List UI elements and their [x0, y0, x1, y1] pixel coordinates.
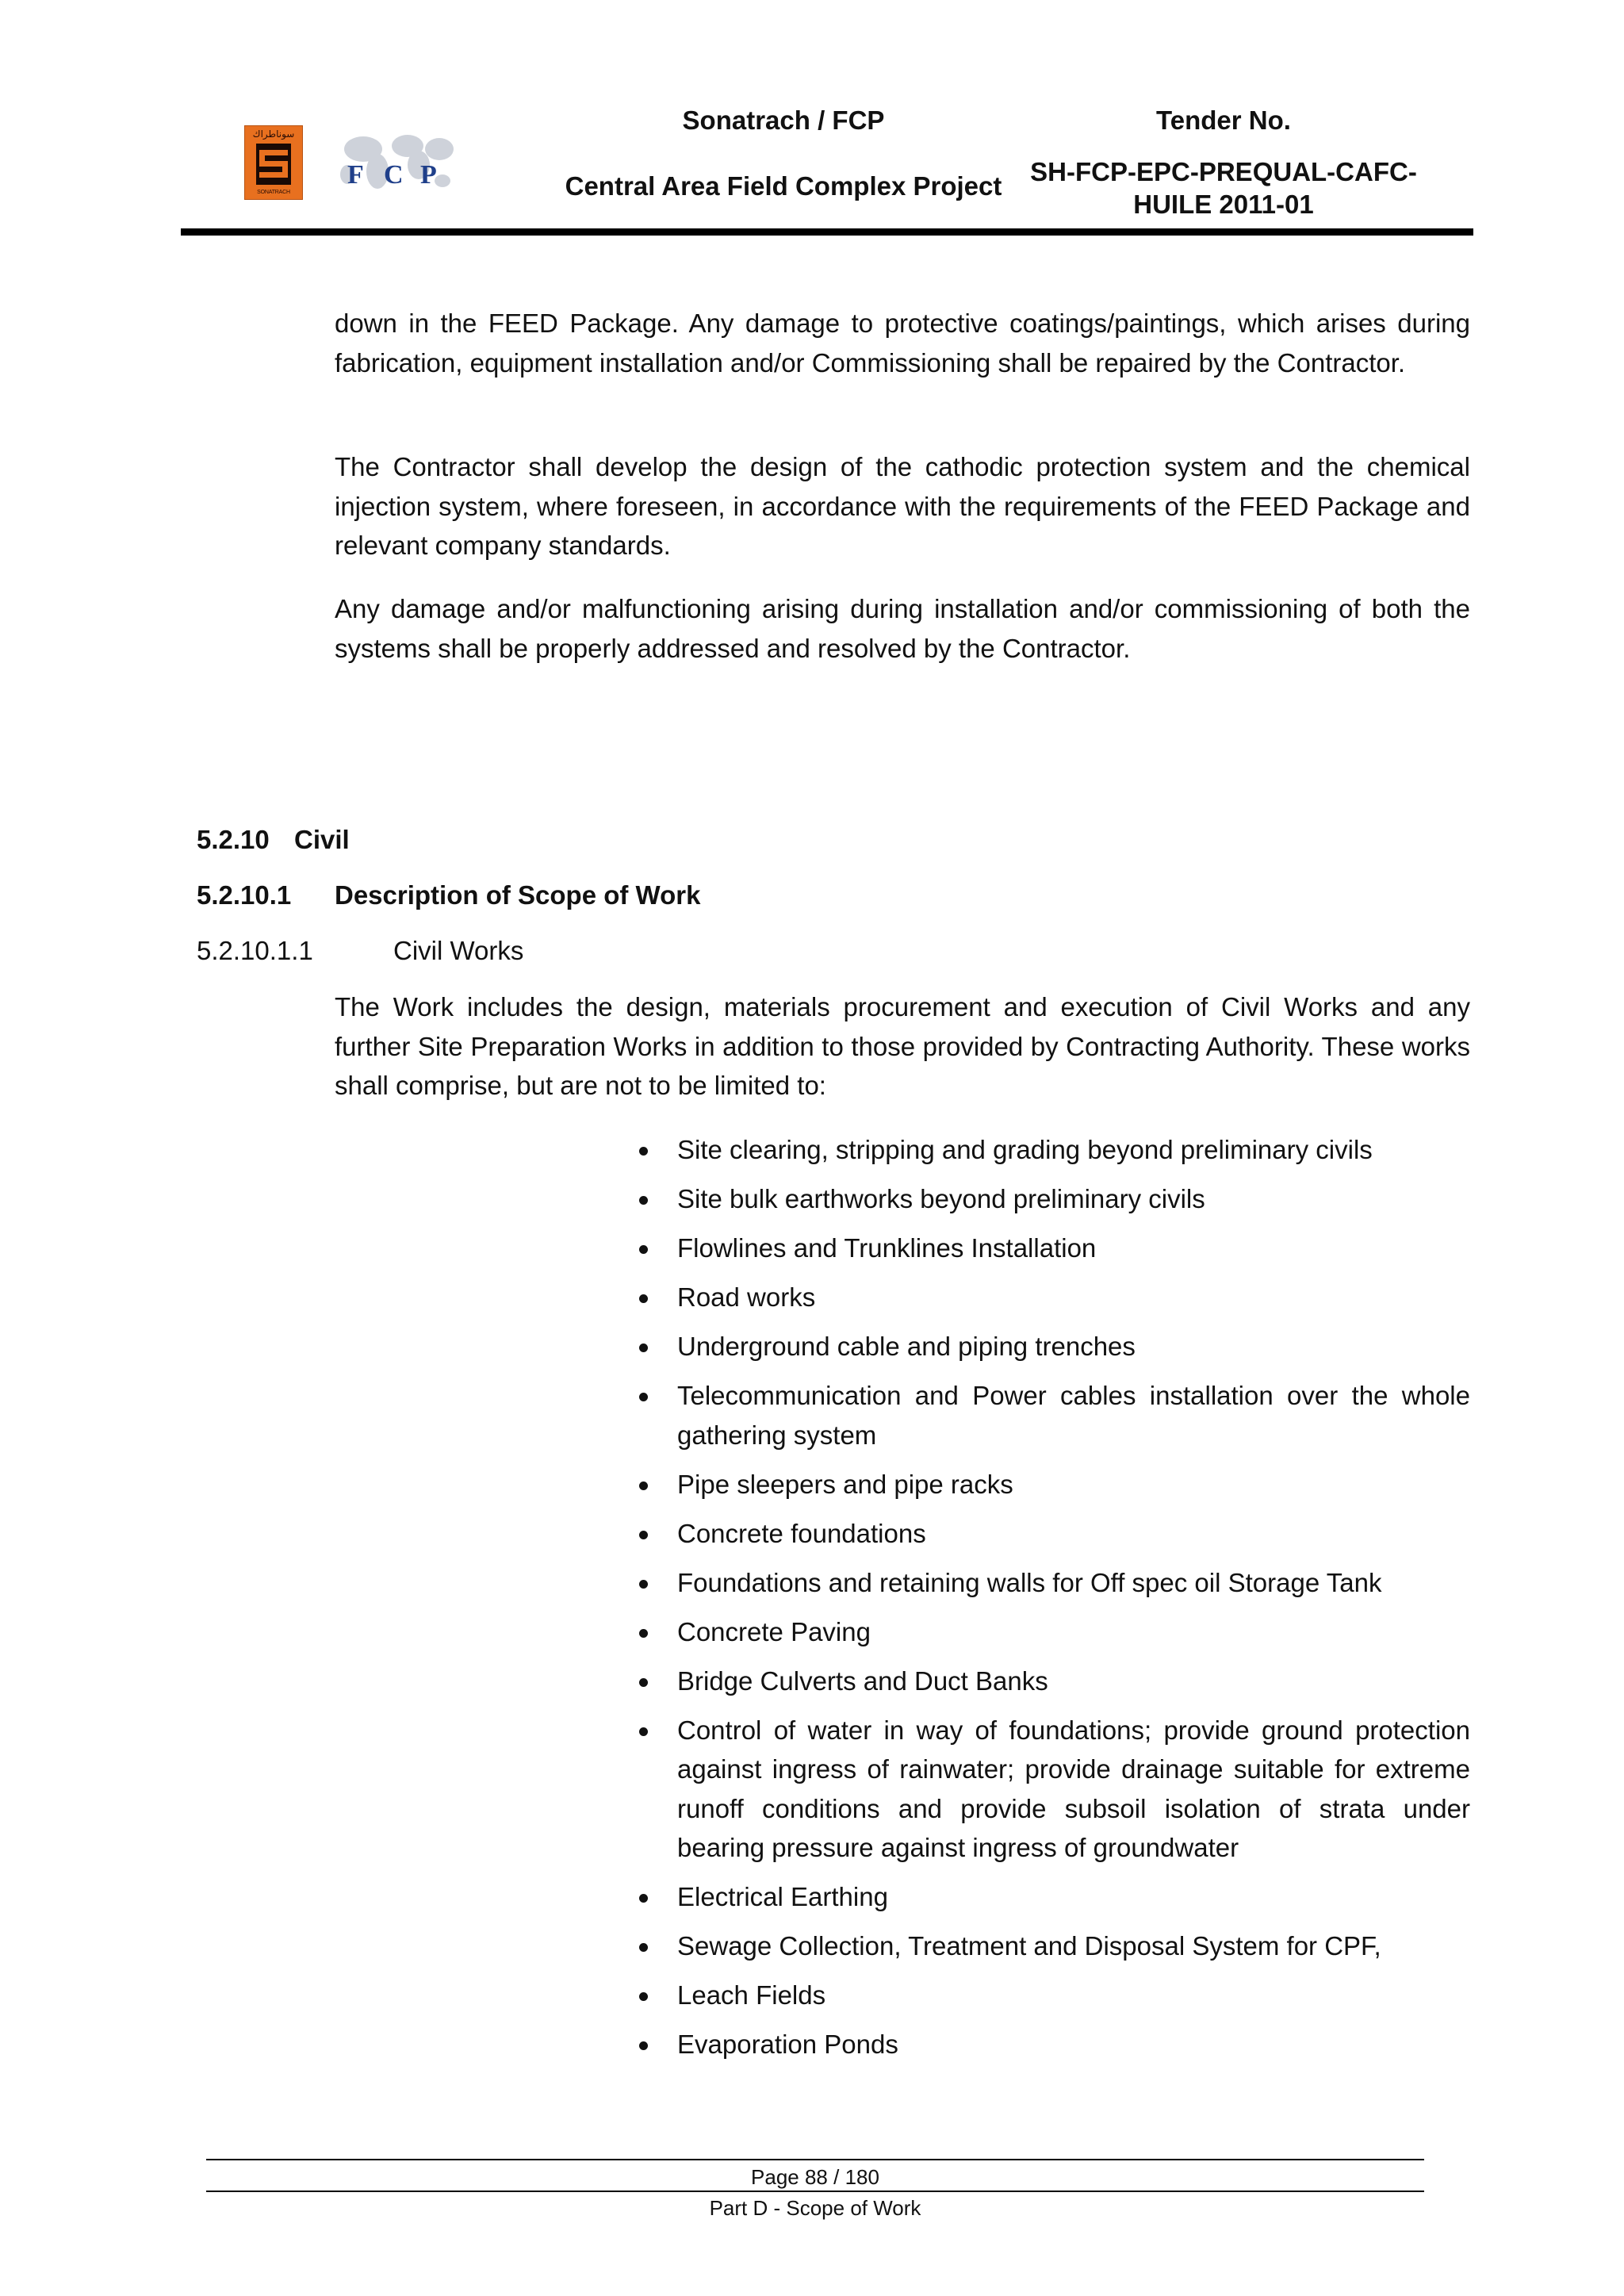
bullet-icon — [639, 1727, 648, 1736]
list-item — [633, 1228, 1470, 1268]
list-item-text: Flowlines and Trunklines Installation — [677, 1233, 1097, 1263]
list-item-text: Foundations and retaining walls for Off spec oil Storage Tank — [677, 1567, 1382, 1597]
bullet-icon — [639, 1294, 648, 1303]
list-item-text: Underground cable and piping trenches — [677, 1332, 1136, 1361]
sonatrach-mark-icon — [256, 144, 291, 185]
bullet-icon — [639, 1147, 648, 1156]
section-number: 5.2.10.1.1 — [197, 936, 313, 965]
list-item-text: Telecommunication and Power cables installation over the whole gathering system — [677, 1381, 1470, 1450]
list-item — [633, 1612, 1470, 1652]
fcp-logo-letter-c: C — [384, 160, 404, 190]
list-item-text: Concrete Paving — [677, 1616, 871, 1646]
bullet-icon — [639, 1343, 648, 1352]
list-item — [633, 1662, 1470, 1701]
list-item — [633, 1278, 1470, 1317]
footer-part-label: Part D - Scope of Work — [709, 2196, 921, 2220]
list-item-text: Electrical Earthing — [677, 1882, 888, 1911]
section-heading-civil — [197, 820, 350, 859]
list-item — [633, 1976, 1470, 2015]
section-heading-description — [197, 876, 700, 914]
fcp-logo — [330, 125, 457, 201]
section-heading-civil-works — [197, 931, 523, 970]
list-item — [633, 1877, 1470, 1917]
header-divider — [181, 228, 1473, 236]
bullet-icon — [639, 1245, 648, 1254]
bullet-icon — [639, 1992, 648, 2001]
list-item — [633, 1514, 1470, 1554]
list-item — [633, 2025, 1470, 2064]
list-item — [633, 1327, 1470, 1366]
list-item — [633, 1179, 1470, 1219]
list-item-text: Evaporation Ponds — [677, 2030, 898, 2059]
list-item-text: Site clearing, stripping and grading beyond preliminary civils — [677, 1135, 1373, 1164]
header-project-name: Central Area Field Complex Project — [565, 171, 1002, 201]
header-tender-number: SH-FCP-EPC-PREQUAL-CAFC-HUILE 2011-01 — [1030, 157, 1417, 219]
footer-page-number: Page 88 / 180 — [751, 2165, 879, 2189]
paragraph-civil-intro: The Work includes the design, materials procurement and execution of Civil Works and any further Site Preparation Works in addition to those provided by Contracting Authority. These works shall comprise, but are not to be limited to: — [335, 992, 1470, 1100]
bullet-icon — [639, 1629, 648, 1638]
list-item-text: Road works — [677, 1282, 816, 1312]
paragraph-damage: Any damage and/or malfunctioning arising during installation and/or commissioning of both the systems shall be properly addressed and resolved by the Contractor. — [335, 594, 1470, 663]
section-number: 5.2.10 — [197, 825, 270, 854]
list-item-text: Sewage Collection, Treatment and Disposal System for CPF, — [677, 1931, 1381, 1961]
bullet-icon — [639, 1393, 648, 1401]
list-item — [633, 1926, 1470, 1966]
sonatrach-logo-text: SONATRACH — [257, 190, 290, 195]
list-item-text: Bridge Culverts and Duct Banks — [677, 1665, 1048, 1696]
list-item-text: Concrete foundations — [677, 1518, 926, 1548]
list-item — [633, 1465, 1470, 1504]
bullet-icon — [639, 1481, 648, 1490]
fcp-logo-letter-p: P — [420, 160, 437, 190]
section-title: Description of Scope of Work — [335, 880, 701, 910]
paragraph-cathodic-protection: The Contractor shall develop the design of the cathodic protection system and the chemical injection system, where foreseen, in accordance with the requirements of the FEED Package and relevant company standards. — [335, 452, 1470, 560]
header-tender-block — [1013, 95, 1434, 234]
header-company: Sonatrach / FCP — [682, 105, 885, 135]
bullet-icon — [639, 2041, 648, 2050]
header-project-block — [482, 95, 1085, 234]
civil-works-list — [633, 1130, 1470, 2074]
footer-divider-bottom — [206, 2191, 1424, 2192]
list-item-text: Pipe sleepers and pipe racks — [677, 1469, 1013, 1499]
list-item — [633, 1711, 1470, 1868]
sonatrach-logo-arabic-text: سوناطراك — [252, 128, 295, 140]
paragraph-coatings: down in the FEED Package. Any damage to protective coatings/paintings, which arises during fabrication, equipment installation and/or Commissioning shall be repaired by the Contractor. — [335, 309, 1470, 378]
bullet-icon — [639, 1678, 648, 1687]
sonatrach-logo — [244, 125, 303, 200]
bullet-icon — [639, 1894, 648, 1903]
footer-divider-top — [206, 2159, 1424, 2160]
section-number: 5.2.10.1 — [197, 880, 292, 910]
section-title: Civil — [294, 825, 350, 854]
list-item-text: Control of water in way of foundations; provide ground protection against ingress of rainwater; provide drainage suitable for extreme runoff conditions and provide subsoil isolation of strata under bearing pressure against ingress of groundwater — [677, 1715, 1470, 1862]
list-item — [633, 1376, 1470, 1455]
header-tender-label: Tender No. — [1156, 105, 1291, 135]
bullet-icon — [639, 1196, 648, 1205]
bullet-icon — [639, 1531, 648, 1539]
section-title: Civil Works — [393, 936, 524, 965]
bullet-icon — [639, 1580, 648, 1589]
list-item — [633, 1563, 1470, 1603]
list-item-text: Site bulk earthworks beyond preliminary civils — [677, 1184, 1205, 1213]
list-item-text: Leach Fields — [677, 1980, 826, 2010]
list-item — [633, 1130, 1470, 1170]
page-header — [181, 95, 1473, 234]
bullet-icon — [639, 1943, 648, 1952]
fcp-logo-letter-f: F — [347, 160, 364, 190]
